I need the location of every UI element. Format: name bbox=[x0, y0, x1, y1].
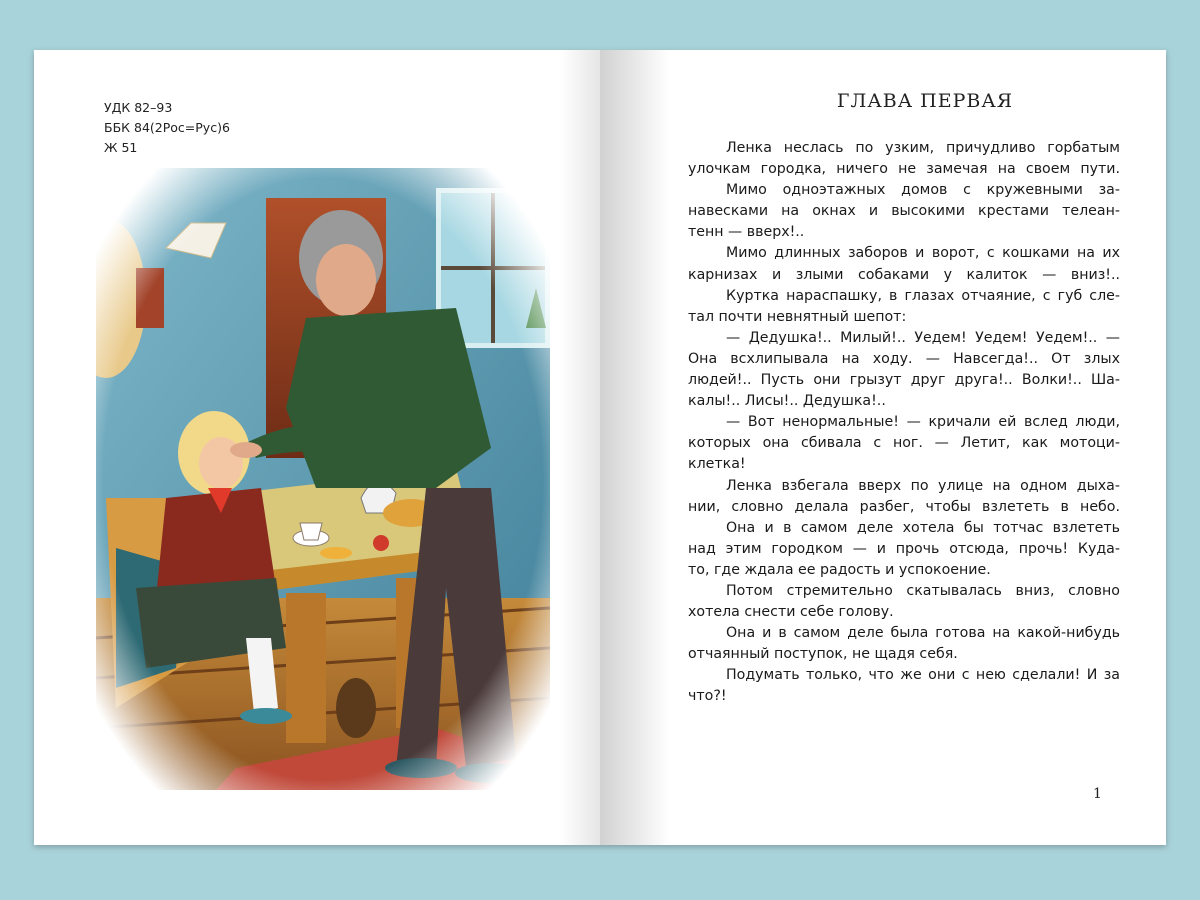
chapter-title: ГЛАВА ПЕРВАЯ bbox=[836, 90, 1014, 112]
text-line: Потом стремительно скатывалась вниз, словно bbox=[726, 582, 1120, 599]
text-line: Ленка взбегала вверх по улице на одном дыха- bbox=[726, 477, 1120, 494]
text-line: калы!.. Лисы!.. Дедушка!.. bbox=[688, 393, 886, 410]
author-mark: Ж 51 bbox=[104, 140, 138, 155]
text-line: тенн — вверх!.. bbox=[688, 224, 805, 241]
text-line: Она и в самом деле хотела бы тотчас взлететь bbox=[726, 519, 1120, 536]
text-line: людей!.. Пусть они грызут друг друга!.. Волки!.. Ша- bbox=[688, 372, 1120, 389]
text-line: Ленка неслась по узким, причудливо горбатым bbox=[726, 140, 1120, 156]
page-number: 1 bbox=[1093, 786, 1102, 802]
open-book bbox=[34, 50, 1166, 845]
text-line: клетка! bbox=[688, 456, 746, 473]
text-line: хотела снести себе голову. bbox=[688, 604, 894, 621]
text-line: нии, словно делала разбег, чтобы взлететь в небо. bbox=[688, 498, 1120, 515]
text-line: над этим городком — и прочь отсюда, прочь! Куда- bbox=[688, 540, 1120, 557]
text-line: улочкам городка, ничего не замечая на своем пути. bbox=[688, 161, 1120, 178]
bibliographic-codes bbox=[104, 98, 230, 158]
bbk-code: ББК 84(2Рос=Рус)6 bbox=[104, 120, 230, 135]
text-line: навесками на окнах и высокими крестами телеан- bbox=[688, 203, 1120, 220]
text-line: тал почти невнятный шепот: bbox=[688, 308, 907, 325]
text-line: Мимо одноэтажных домов с кружевными за- bbox=[726, 182, 1120, 199]
text-line: Куртка нараспашку, в глазах отчаяние, с губ сле- bbox=[726, 287, 1120, 304]
left-page bbox=[34, 50, 600, 845]
text-line: Мимо длинных заборов и ворот, с кошками на их bbox=[726, 245, 1120, 262]
udk-code: УДК 82–93 bbox=[104, 100, 173, 115]
left-page-gutter-shadow bbox=[560, 50, 600, 845]
text-line: которых она сбивала с ног. — Летит, как мотоци- bbox=[688, 435, 1120, 452]
right-page bbox=[600, 50, 1166, 845]
text-line: Она всхлипывала на ходу. — Навсегда!.. От злых bbox=[688, 350, 1120, 367]
text-line: Подумать только, что же они с нею сделали! И за bbox=[726, 667, 1120, 684]
text-line: карнизах и злыми собаками у калиток — вниз!.. bbox=[688, 266, 1120, 283]
text-line: — Дедушка!.. Милый!.. Уедем! Уедем! Уедем!.. — bbox=[726, 329, 1120, 346]
chapter-body-text bbox=[688, 138, 1120, 708]
text-line: отчаянный поступок, не щадя себя. bbox=[688, 646, 958, 663]
text-line: — Вот ненормальные! — кричали ей вслед люди, bbox=[726, 414, 1120, 431]
text-line: то, где ждала ее радость и успокоение. bbox=[688, 561, 991, 578]
text-line: что?! bbox=[688, 688, 727, 705]
illustration-girl-grandfather-tea-table bbox=[96, 168, 550, 790]
text-line: Она и в самом деле была готова на какой-нибудь bbox=[726, 625, 1120, 642]
right-page-gutter-shadow bbox=[600, 50, 670, 845]
